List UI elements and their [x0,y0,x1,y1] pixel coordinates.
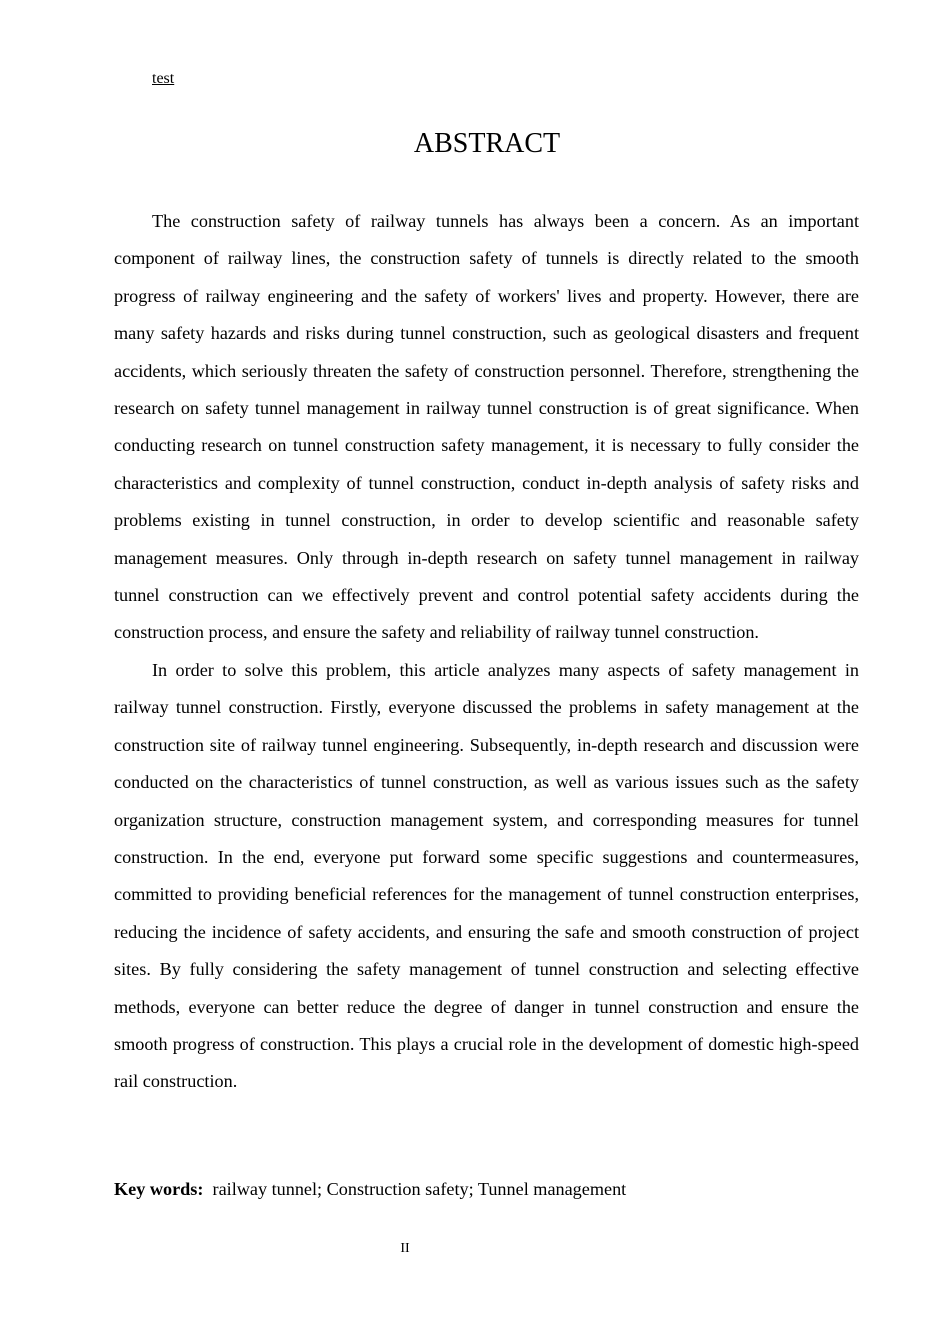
abstract-paragraph-2: In order to solve this problem, this article analyzes many aspects of safety management in railway tunnel construction. Firstly, everyone discussed the problems in safety management at the construction site of railway tunnel engineering. Subsequently, in-depth research and discussion were conducted on the characteristics of tunnel construction, as well as various issues such as the safety organization structure, construction management system, and corresponding measures for tunnel construction. In the end, everyone put forward some specific suggestions and countermeasures, committed to providing beneficial references for the management of tunnel construction enterprises, reducing the incidence of safety accidents, and ensuring the safe and smooth construction of project sites. By fully considering the safety management of tunnel construction and selecting effective methods, everyone can better reduce the degree of danger in tunnel construction and ensure the smooth progress of construction. This plays a crucial role in the development of domestic high-speed rail construction. [114,659,859,1092]
abstract-paragraph-1: The construction safety of railway tunnels has always been a concern. As an important component of railway lines, the construction safety of tunnels is directly related to the smooth progress of railway engineering and the safety of workers' lives and property. However, there are many safety hazards and risks during tunnel construction, such as geological disasters and frequent accidents, which seriously threaten the safety of construction personnel. Therefore, strengthening the research on safety tunnel management in railway tunnel construction is of great significance. When conducting research on tunnel construction safety management, it is necessary to fully consider the characteristics and complexity of tunnel construction, conduct in-depth analysis of safety risks and problems existing in tunnel construction, in order to develop scientific and reasonable safety management measures. Only through in-depth research on safety tunnel management in railway tunnel construction can we effectively prevent and control potential safety accidents during the construction process, and ensure the safety and reliability of railway tunnel construction. [114,211,859,643]
keywords-line [114,1176,626,1202]
keywords-value: railway tunnel; Construction safety; Tunnel management [212,1179,627,1199]
header-test-link[interactable]: test [152,70,175,87]
keywords-label: Key words: [114,1179,204,1199]
abstract-body [114,203,859,1101]
page-number: II [400,1241,410,1256]
abstract-title: ABSTRACT [413,128,561,159]
